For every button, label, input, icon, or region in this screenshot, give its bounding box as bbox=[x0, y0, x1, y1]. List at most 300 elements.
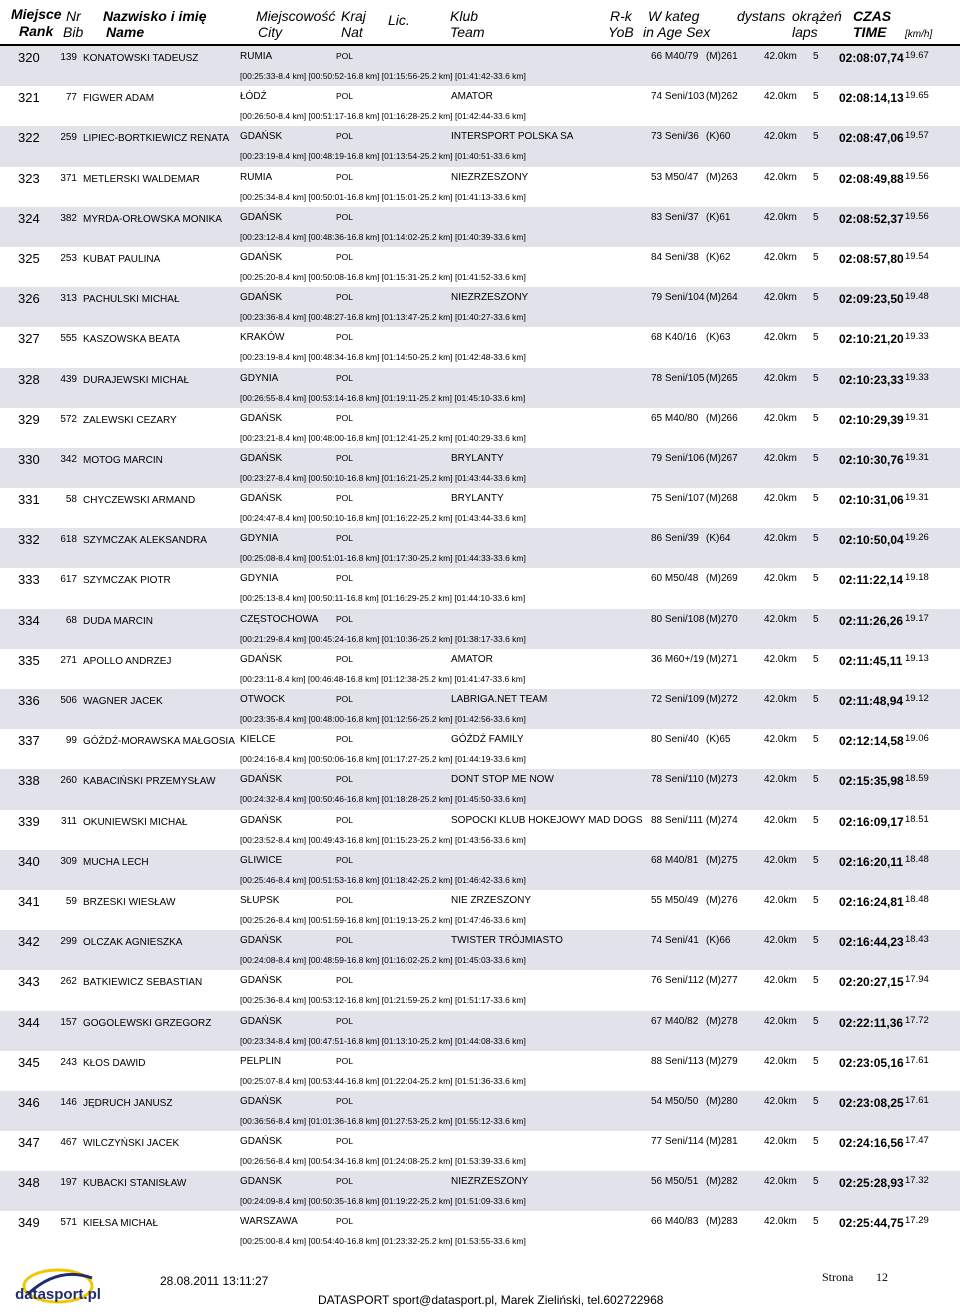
laps: 5 bbox=[813, 452, 819, 464]
finish-time: 02:10:31,06 bbox=[839, 493, 904, 508]
speed: 18.51 bbox=[905, 813, 929, 825]
bib: 342 bbox=[60, 453, 77, 465]
nationality: POL bbox=[336, 975, 354, 986]
header-rank-en: Rank bbox=[19, 23, 54, 39]
sex-place: (M)265 bbox=[706, 372, 738, 384]
rank: 347 bbox=[18, 1135, 40, 1151]
finish-time: 02:08:47,06 bbox=[839, 131, 904, 146]
speed: 19.12 bbox=[905, 693, 929, 704]
split-times: [00:25:34-8.4 km] [00:50:01-16.8 km] [01:15:01-25.2 km] [01:41:13-33.6 km] bbox=[240, 191, 526, 202]
athlete-name: ZALEWSKI CEZARY bbox=[83, 414, 177, 426]
distance: 42.0km bbox=[764, 894, 797, 906]
distance: 42.0km bbox=[764, 1216, 797, 1228]
city: ŁÓDŹ bbox=[240, 91, 267, 103]
nationality: POL bbox=[336, 1055, 354, 1066]
speed: 18.48 bbox=[905, 893, 929, 905]
result-row bbox=[0, 1011, 960, 1051]
result-row bbox=[0, 1051, 960, 1091]
bib: 617 bbox=[60, 574, 77, 586]
rank: 346 bbox=[18, 1094, 40, 1110]
nationality: POL bbox=[336, 131, 354, 142]
sex-place: (M)274 bbox=[706, 814, 738, 826]
split-times: [00:23:21-8.4 km] [00:48:00-16.8 km] [01:12:41-25.2 km] [01:40:29-33.6 km] bbox=[240, 432, 526, 443]
speed: 19.17 bbox=[905, 612, 929, 624]
sex-place: (M)263 bbox=[706, 171, 738, 183]
age-category: 68 K40/16 bbox=[651, 332, 697, 344]
rank: 342 bbox=[18, 934, 40, 950]
nationality: POL bbox=[336, 1136, 354, 1147]
sex-place: (M)264 bbox=[706, 292, 738, 304]
distance: 42.0km bbox=[764, 734, 797, 746]
speed: 17.32 bbox=[905, 1175, 929, 1187]
header-bib-en: Bib bbox=[63, 24, 84, 40]
sex-place: (M)268 bbox=[706, 493, 738, 505]
speed: 19.56 bbox=[905, 170, 929, 182]
nationality: POL bbox=[336, 573, 354, 584]
athlete-name: BATKIEWICZ SEBASTIAN bbox=[83, 977, 203, 989]
distance: 42.0km bbox=[764, 51, 797, 62]
rank: 344 bbox=[18, 1014, 40, 1030]
print-timestamp: 28.08.2011 13:11:27 bbox=[160, 1274, 269, 1288]
result-row bbox=[0, 86, 960, 126]
distance: 42.0km bbox=[764, 1136, 797, 1148]
athlete-name: MOTOG MARCIN bbox=[83, 454, 163, 466]
city: GDAŃSK bbox=[240, 975, 283, 987]
distance: 42.0km bbox=[764, 533, 797, 545]
team: GÓŹDŹ FAMILY bbox=[451, 734, 524, 746]
split-times: [00:36:56-8.4 km] [01:01:36-16.8 km] [01:27:53-25.2 km] [01:55:12-33.6 km] bbox=[240, 1115, 526, 1126]
finish-time: 02:16:44,23 bbox=[839, 935, 904, 950]
laps: 5 bbox=[813, 51, 819, 62]
split-times: [00:23:19-8.4 km] [00:48:34-16.8 km] [01:14:50-25.2 km] [01:42:48-33.6 km] bbox=[240, 352, 526, 363]
finish-time: 02:10:29,39 bbox=[839, 412, 904, 427]
age-category: 78 Seni/110 bbox=[651, 774, 704, 786]
sex-place: (K)65 bbox=[706, 734, 731, 746]
athlete-name: FIGWER ADAM bbox=[83, 93, 155, 105]
bib: 311 bbox=[61, 815, 77, 827]
bib: 309 bbox=[60, 855, 77, 867]
speed: 19.57 bbox=[905, 130, 929, 142]
bib: 59 bbox=[65, 895, 77, 907]
rank: 331 bbox=[18, 492, 40, 508]
bib: 260 bbox=[60, 775, 77, 787]
speed: 19.31 bbox=[905, 492, 929, 504]
city: GDYNIA bbox=[240, 533, 279, 545]
city: KIELCE bbox=[240, 734, 276, 746]
city: CZĘSTOCHOWA bbox=[240, 613, 319, 625]
rank: 328 bbox=[18, 371, 40, 387]
nationality: POL bbox=[336, 1216, 354, 1227]
nationality: POL bbox=[336, 1095, 354, 1106]
sex-place: (M)277 bbox=[706, 975, 738, 987]
rank: 340 bbox=[18, 853, 40, 869]
athlete-name: SZYMCZAK PIOTR bbox=[83, 575, 171, 587]
finish-time: 02:25:28,93 bbox=[839, 1176, 904, 1191]
distance: 42.0km bbox=[764, 1055, 797, 1067]
age-category: 84 Seni/38 bbox=[651, 251, 699, 263]
rank: 348 bbox=[18, 1175, 40, 1191]
sex-place: (M)269 bbox=[706, 573, 738, 585]
result-row bbox=[0, 368, 960, 408]
finish-time: 02:11:22,14 bbox=[839, 573, 904, 588]
header-nat-en: Nat bbox=[341, 24, 363, 40]
finish-time: 02:12:14,58 bbox=[839, 734, 904, 749]
finish-time: 02:08:49,88 bbox=[839, 171, 904, 186]
sex-place: (K)61 bbox=[706, 211, 731, 223]
bib: 299 bbox=[60, 936, 77, 948]
athlete-name: DURAJEWSKI MICHAŁ bbox=[83, 374, 190, 386]
result-row bbox=[0, 609, 960, 649]
laps: 5 bbox=[813, 613, 819, 625]
split-times: [00:26:55-8.4 km] [00:53:14-16.8 km] [01:19:11-25.2 km] [01:45:10-33.6 km] bbox=[240, 392, 526, 403]
speed: 17.61 bbox=[905, 1054, 929, 1066]
team: BRYLANTY bbox=[451, 452, 504, 464]
athlete-name: APOLLO ANDRZEJ bbox=[83, 655, 172, 667]
athlete-name: METLERSKI WALDEMAR bbox=[83, 173, 200, 185]
result-row bbox=[0, 1091, 960, 1131]
rank: 337 bbox=[18, 733, 40, 749]
age-category: 56 M50/51 bbox=[651, 1176, 699, 1188]
city: GDAŃSK bbox=[240, 251, 283, 263]
bib: 99 bbox=[65, 735, 77, 747]
speed: 18.43 bbox=[905, 934, 929, 946]
split-times: [00:24:16-8.4 km] [00:50:06-16.8 km] [01:17:27-25.2 km] [01:44:19-33.6 km] bbox=[240, 754, 526, 765]
split-times: [00:25:20-8.4 km] [00:50:08-16.8 km] [01:15:31-25.2 km] [01:41:52-33.6 km] bbox=[240, 271, 526, 282]
header-nat-pl: Kraj bbox=[341, 8, 366, 24]
split-times: [00:21:29-8.4 km] [00:45:24-16.8 km] [01:10:36-25.2 km] [01:38:17-33.6 km] bbox=[240, 633, 526, 644]
laps: 5 bbox=[813, 1015, 819, 1027]
laps: 5 bbox=[813, 653, 819, 665]
bib: 382 bbox=[60, 212, 77, 224]
nationality: POL bbox=[336, 533, 354, 544]
header-name-pl: Nazwisko i imię bbox=[103, 8, 207, 24]
split-times: [00:24:08-8.4 km] [00:48:59-16.8 km] [01:16:02-25.2 km] [01:45:03-33.6 km] bbox=[240, 955, 526, 966]
page-footer bbox=[0, 1258, 960, 1315]
nationality: POL bbox=[336, 412, 354, 423]
bib: 197 bbox=[60, 1177, 77, 1189]
rank: 338 bbox=[18, 773, 40, 789]
athlete-name: KIEŁSA MICHAŁ bbox=[83, 1218, 159, 1230]
speed: 19.48 bbox=[905, 291, 929, 303]
bib: 618 bbox=[60, 534, 77, 546]
result-row bbox=[0, 1211, 960, 1251]
result-row bbox=[0, 46, 960, 86]
header-name-en: Name bbox=[106, 24, 145, 40]
athlete-name: CHYCZEWSKI ARMAND bbox=[83, 495, 196, 507]
speed: 17.29 bbox=[905, 1215, 929, 1227]
age-category: 72 Seni/109 bbox=[651, 694, 705, 705]
sex-place: (M)278 bbox=[706, 1015, 738, 1027]
nationality: POL bbox=[336, 292, 354, 303]
team: LABRIGA.NET TEAM bbox=[451, 694, 548, 705]
nationality: POL bbox=[336, 854, 354, 865]
age-category: 67 M40/82 bbox=[651, 1015, 699, 1027]
header-team-en: Team bbox=[450, 24, 485, 40]
distance: 42.0km bbox=[764, 452, 797, 464]
team: AMATOR bbox=[451, 91, 493, 103]
team: BRYLANTY bbox=[451, 493, 504, 505]
sex-place: (M)267 bbox=[706, 452, 738, 464]
bib: 572 bbox=[60, 413, 77, 425]
rank: 321 bbox=[18, 90, 40, 106]
header-city-pl: Miejscowość bbox=[256, 8, 336, 24]
sex-place: (M)273 bbox=[706, 774, 738, 786]
distance: 42.0km bbox=[764, 251, 797, 263]
rank: 323 bbox=[18, 170, 40, 186]
header-speed-unit: [km/h] bbox=[905, 29, 933, 40]
sex-place: (M)282 bbox=[706, 1176, 738, 1188]
rank: 333 bbox=[18, 572, 40, 588]
age-category: 74 Seni/103 bbox=[651, 91, 705, 103]
age-category: 55 M50/49 bbox=[651, 894, 699, 906]
team: TWISTER TRÓJMIASTO bbox=[451, 935, 563, 947]
rank: 339 bbox=[18, 813, 40, 829]
bib: 555 bbox=[60, 333, 77, 345]
athlete-name: BRZESKI WIESŁAW bbox=[83, 896, 176, 908]
age-category: 74 Seni/41 bbox=[651, 935, 699, 947]
athlete-name: KŁOS DAWID bbox=[83, 1057, 146, 1069]
bib: 157 bbox=[60, 1016, 77, 1028]
nationality: POL bbox=[336, 653, 354, 664]
result-row bbox=[0, 448, 960, 488]
distance: 42.0km bbox=[764, 935, 797, 947]
athlete-name: SZYMCZAK ALEKSANDRA bbox=[83, 535, 207, 547]
distance: 42.0km bbox=[764, 613, 797, 625]
header-laps-en: laps bbox=[792, 24, 818, 40]
sex-place: (M)261 bbox=[706, 51, 738, 62]
result-row bbox=[0, 408, 960, 448]
finish-time: 02:23:05,16 bbox=[839, 1055, 904, 1070]
finish-time: 02:24:16,56 bbox=[839, 1136, 904, 1151]
athlete-name: PACHULSKI MICHAŁ bbox=[83, 294, 180, 306]
laps: 5 bbox=[813, 1095, 819, 1107]
athlete-name: MUCHA LECH bbox=[83, 856, 149, 868]
city: GDAŃSK bbox=[240, 814, 283, 826]
city: GDYNIA bbox=[240, 372, 279, 384]
split-times: [00:23:34-8.4 km] [00:47:51-16.8 km] [01:13:10-25.2 km] [01:44:08-33.6 km] bbox=[240, 1035, 526, 1046]
header-bib-pl: Nr bbox=[66, 8, 81, 24]
finish-time: 02:10:30,76 bbox=[839, 452, 904, 467]
laps: 5 bbox=[813, 251, 819, 263]
split-times: [00:23:36-8.4 km] [00:48:27-16.8 km] [01:13:47-25.2 km] [01:40:27-33.6 km] bbox=[240, 312, 526, 323]
sex-place: (M)270 bbox=[706, 613, 738, 625]
split-times: [00:23:27-8.4 km] [00:50:10-16.8 km] [01:16:21-25.2 km] [01:43:44-33.6 km] bbox=[240, 472, 526, 483]
finish-time: 02:16:24,81 bbox=[839, 894, 904, 909]
city: GDAŃSK bbox=[240, 131, 283, 143]
speed: 19.06 bbox=[905, 733, 929, 745]
laps: 5 bbox=[813, 694, 819, 705]
header-lic: Lic. bbox=[388, 12, 410, 28]
distance: 42.0km bbox=[764, 131, 797, 143]
age-category: 80 Seni/40 bbox=[651, 734, 699, 746]
age-category: 76 Seni/112 bbox=[651, 975, 704, 987]
athlete-name: WILCZYŃSKI JACEK bbox=[83, 1138, 180, 1150]
speed: 17.72 bbox=[905, 1014, 929, 1026]
city: GDANSK bbox=[240, 1176, 283, 1188]
laps: 5 bbox=[813, 1216, 819, 1228]
header-rank-pl: Miejsce bbox=[11, 6, 62, 22]
split-times: [00:23:35-8.4 km] [00:48:00-16.8 km] [01:12:56-25.2 km] [01:42:56-33.6 km] bbox=[240, 714, 526, 724]
rank: 330 bbox=[18, 451, 40, 467]
table-header bbox=[0, 0, 960, 44]
distance: 42.0km bbox=[764, 1176, 797, 1188]
finish-time: 02:08:52,37 bbox=[839, 211, 904, 226]
laps: 5 bbox=[813, 774, 819, 786]
city: RUMIA bbox=[240, 51, 273, 62]
svg-text:datasport.pl: datasport.pl bbox=[15, 1286, 101, 1303]
header-time-en: TIME bbox=[853, 24, 887, 40]
age-category: 54 M50/50 bbox=[651, 1095, 699, 1107]
bib: 371 bbox=[60, 172, 77, 184]
distance: 42.0km bbox=[764, 91, 797, 103]
distance: 42.0km bbox=[764, 774, 797, 786]
speed: 19.65 bbox=[905, 90, 929, 102]
result-row bbox=[0, 287, 960, 327]
age-category: 80 Seni/108 bbox=[651, 613, 705, 625]
result-row bbox=[0, 689, 960, 729]
distance: 42.0km bbox=[764, 1015, 797, 1027]
bib: 439 bbox=[60, 373, 77, 385]
speed: 19.54 bbox=[905, 250, 929, 262]
athlete-name: KUBAT PAULINA bbox=[83, 253, 161, 265]
split-times: [00:25:46-8.4 km] [00:51:53-16.8 km] [01:18:42-25.2 km] [01:46:42-33.6 km] bbox=[240, 874, 526, 885]
bib: 139 bbox=[60, 52, 77, 63]
finish-time: 02:10:21,20 bbox=[839, 332, 904, 347]
nationality: POL bbox=[336, 452, 354, 463]
finish-time: 02:10:50,04 bbox=[839, 533, 904, 548]
city: GDAŃSK bbox=[240, 1015, 283, 1027]
age-category: 88 Seni/111 bbox=[651, 814, 703, 826]
nationality: POL bbox=[336, 613, 354, 624]
distance: 42.0km bbox=[764, 292, 797, 304]
laps: 5 bbox=[813, 332, 819, 344]
city: GDAŃSK bbox=[240, 493, 283, 505]
split-times: [00:25:08-8.4 km] [00:51:01-16.8 km] [01:17:30-25.2 km] [01:44:33-33.6 km] bbox=[240, 553, 526, 564]
rank: 322 bbox=[18, 130, 40, 146]
finish-time: 02:09:23,50 bbox=[839, 292, 904, 307]
finish-time: 02:16:09,17 bbox=[839, 814, 904, 829]
sex-place: (K)62 bbox=[706, 251, 731, 263]
finish-time: 02:10:23,33 bbox=[839, 372, 904, 387]
split-times: [00:26:56-8.4 km] [00:54:34-16.8 km] [01:24:08-25.2 km] [01:53:39-33.6 km] bbox=[240, 1156, 526, 1167]
city: GDAŃSK bbox=[240, 1095, 283, 1107]
age-category: 65 M40/80 bbox=[651, 412, 699, 424]
age-category: 60 M50/48 bbox=[651, 573, 699, 585]
rank: 320 bbox=[18, 50, 40, 65]
result-row bbox=[0, 1171, 960, 1211]
laps: 5 bbox=[813, 1176, 819, 1188]
nationality: POL bbox=[336, 1015, 354, 1026]
finish-time: 02:15:35,98 bbox=[839, 774, 904, 789]
distance: 42.0km bbox=[764, 332, 797, 344]
city: PELPLIN bbox=[240, 1055, 282, 1067]
team: DONT STOP ME NOW bbox=[451, 774, 554, 786]
nationality: POL bbox=[336, 694, 354, 704]
header-team-pl: Klub bbox=[450, 8, 479, 24]
sex-place: (M)275 bbox=[706, 854, 738, 866]
athlete-name: GOGOLEWSKI GRZEGORZ bbox=[83, 1017, 212, 1029]
rank: 324 bbox=[18, 210, 40, 226]
rank: 336 bbox=[18, 693, 40, 708]
bib: 58 bbox=[65, 494, 77, 506]
nationality: POL bbox=[336, 251, 354, 262]
laps: 5 bbox=[813, 493, 819, 505]
split-times: [00:24:09-8.4 km] [00:50:35-16.8 km] [01:19:22-25.2 km] [01:51:09-33.6 km] bbox=[240, 1196, 526, 1207]
distance: 42.0km bbox=[764, 412, 797, 424]
rank: 345 bbox=[18, 1054, 40, 1070]
sex-place: (M)266 bbox=[706, 412, 738, 424]
age-category: 66 M40/79 bbox=[651, 51, 699, 62]
result-row bbox=[0, 126, 960, 166]
header-laps-pl: okrążeń bbox=[792, 8, 842, 24]
laps: 5 bbox=[813, 975, 819, 987]
finish-time: 02:08:07,74 bbox=[839, 51, 904, 65]
age-category: 83 Seni/37 bbox=[651, 211, 699, 223]
city: SŁUPSK bbox=[240, 894, 280, 906]
nationality: POL bbox=[336, 894, 354, 905]
result-row bbox=[0, 247, 960, 287]
result-row bbox=[0, 930, 960, 970]
split-times: [00:24:32-8.4 km] [00:50:46-16.8 km] [01:18:28-25.2 km] [01:45:50-33.6 km] bbox=[240, 794, 526, 805]
page-label: Strona bbox=[822, 1270, 854, 1284]
split-times: [00:26:50-8.4 km] [00:51:17-16.8 km] [01:16:28-25.2 km] [01:42:44-33.6 km] bbox=[240, 111, 526, 122]
nationality: POL bbox=[336, 774, 354, 785]
speed: 19.67 bbox=[905, 50, 929, 61]
split-times: [00:23:12-8.4 km] [00:48:36-16.8 km] [01:14:02-25.2 km] [01:40:39-33.6 km] bbox=[240, 231, 526, 242]
result-row bbox=[0, 327, 960, 367]
laps: 5 bbox=[813, 854, 819, 866]
athlete-name: MYRDA-ORŁOWSKA MONIKA bbox=[83, 213, 222, 225]
city: GDAŃSK bbox=[240, 774, 283, 786]
result-row bbox=[0, 769, 960, 809]
athlete-name: KUBACKI STANISŁAW bbox=[83, 1178, 187, 1190]
header-cat-pl: W kateg bbox=[648, 8, 700, 24]
team: NIEZRZESZONY bbox=[451, 1176, 529, 1188]
speed: 17.94 bbox=[905, 974, 929, 986]
sex-place: (M)262 bbox=[706, 91, 738, 103]
athlete-name: KABACIŃSKI PRZEMYSŁAW bbox=[83, 776, 216, 788]
rank: 332 bbox=[18, 532, 40, 548]
city: WARSZAWA bbox=[240, 1216, 298, 1228]
result-row bbox=[0, 810, 960, 850]
bib: 68 bbox=[65, 614, 77, 626]
finish-time: 02:11:26,26 bbox=[839, 613, 904, 628]
sex-place: (K)66 bbox=[706, 935, 731, 947]
athlete-name: KONATOWSKI TADEUSZ bbox=[83, 53, 199, 64]
laps: 5 bbox=[813, 131, 819, 143]
bib: 313 bbox=[60, 293, 77, 305]
speed: 18.59 bbox=[905, 773, 929, 785]
bib: 243 bbox=[60, 1056, 77, 1068]
laps: 5 bbox=[813, 372, 819, 384]
split-times: [00:23:52-8.4 km] [00:49:43-16.8 km] [01:15:23-25.2 km] [01:43:56-33.6 km] bbox=[240, 834, 526, 845]
result-row bbox=[0, 207, 960, 247]
laps: 5 bbox=[813, 292, 819, 304]
nationality: POL bbox=[336, 1176, 354, 1187]
athlete-name: GÓŹDŹ-MORAWSKA MAŁGOSIA bbox=[83, 736, 235, 748]
result-row bbox=[0, 850, 960, 890]
city: GDAŃSK bbox=[240, 935, 283, 947]
header-city-en: City bbox=[258, 24, 283, 40]
distance: 42.0km bbox=[764, 573, 797, 585]
result-row bbox=[0, 1131, 960, 1171]
speed: 17.61 bbox=[905, 1094, 929, 1106]
nationality: POL bbox=[336, 935, 354, 946]
nationality: POL bbox=[336, 51, 354, 61]
bib: 262 bbox=[60, 976, 77, 988]
age-category: 86 Seni/39 bbox=[651, 533, 699, 545]
city: GDAŃSK bbox=[240, 292, 283, 304]
